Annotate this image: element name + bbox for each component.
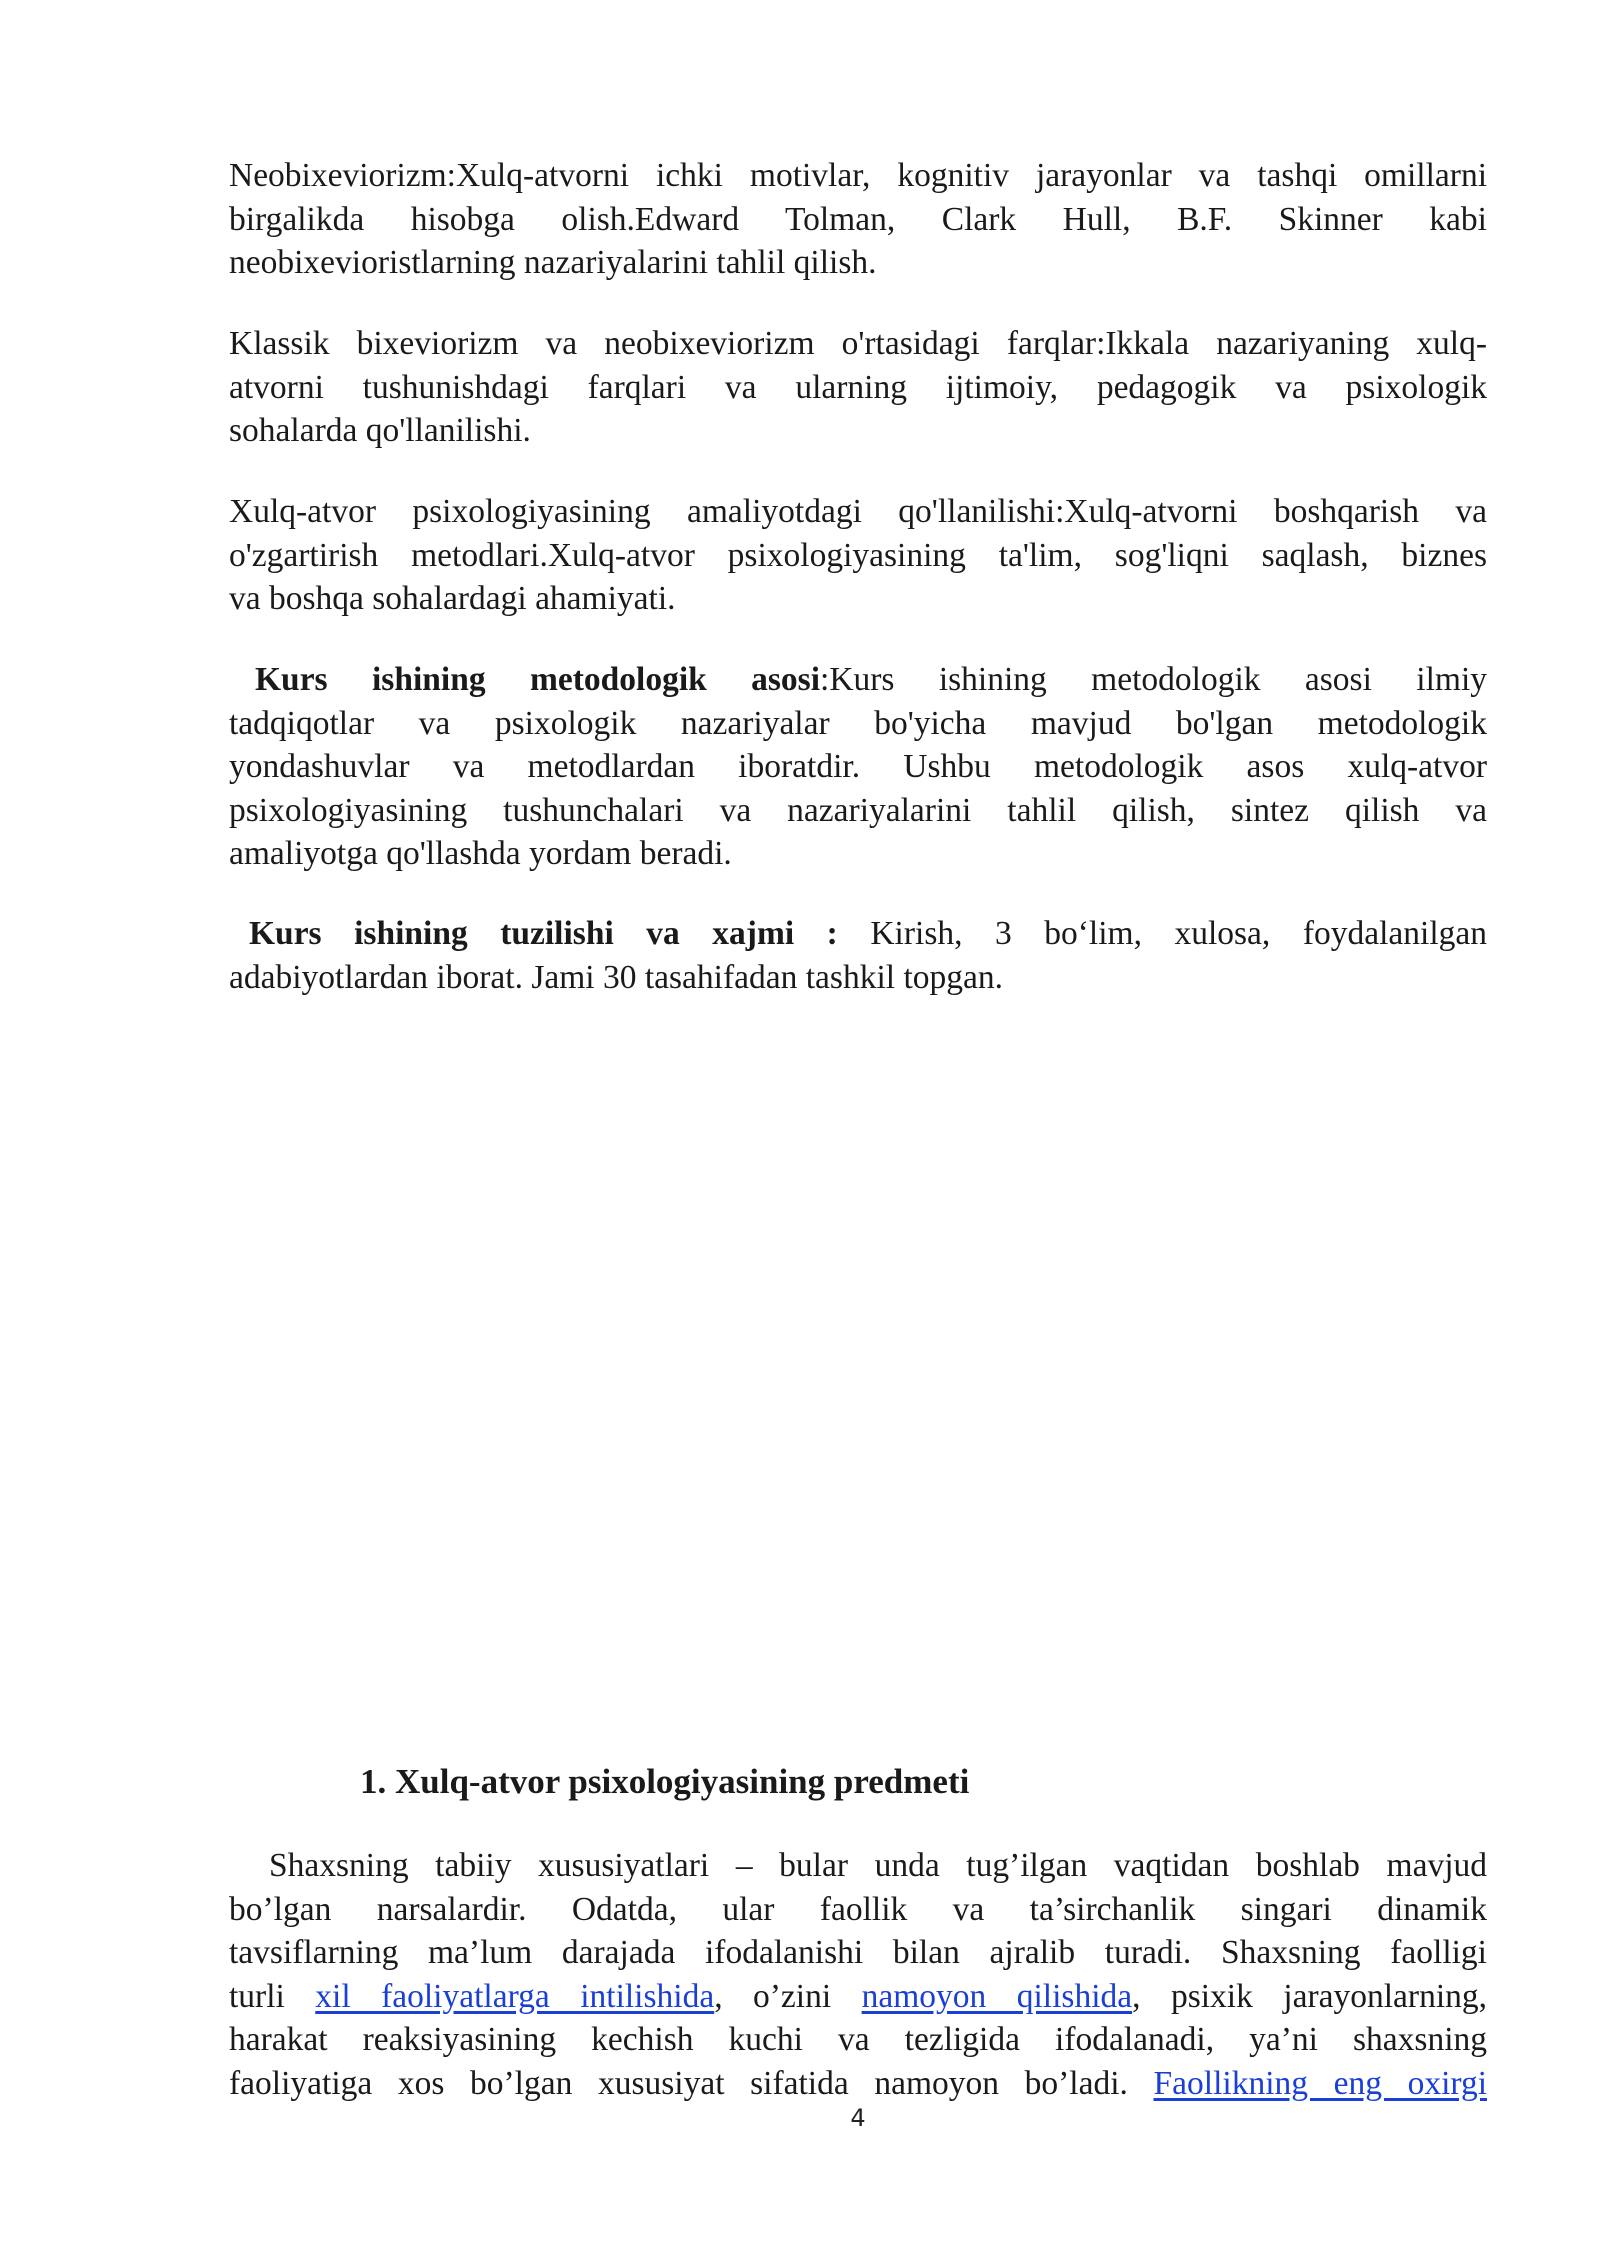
text-line: Klassik bixeviorizm va neobixeviorizm o'rtasidagi farqlar:Ikkala nazariyaning xulq- <box>229 325 1487 362</box>
paragraph-practical-application <box>229 490 1487 621</box>
paragraph-methodological-basis <box>229 658 1487 876</box>
link-activities[interactable]: xil faoliyatlarga intilishida <box>315 1977 715 2015</box>
text-line: Neobixeviorizm:Xulq-atvorni ichki motivlar, kognitiv jarayonlar va tashqi omillarni <box>229 157 1487 194</box>
text-line: sohalarda qo'llanilishi. <box>229 412 531 449</box>
text-run: , psixik jarayonlarning, <box>1132 1977 1488 2015</box>
text-line: Xulq-atvor psixologiyasining amaliyotdagi qo'llanilishi:Xulq-atvorni boshqarish va <box>229 493 1487 530</box>
text-line: va boshqa sohalardagi ahamiyati. <box>229 580 676 617</box>
text-line: psixologiyasining tushunchalari va nazariyalarini tahlil qilish, sintez qilish va <box>229 791 1487 829</box>
text-line: tavsiflarning ma’lum darajada ifodalanishi bilan ajralib turadi. Shaxsning faolligi <box>229 1934 1487 1971</box>
paragraph-neobixeviorizm <box>229 154 1487 285</box>
text-line: birgalikda hisobga olish.Edward Tolman, Clark Hull, B.F. Skinner kabi <box>229 200 1487 238</box>
text-line <box>229 2062 1487 2106</box>
link-self-expression[interactable]: namoyon qilishida <box>861 1977 1133 2015</box>
text-line <box>229 912 1487 956</box>
text-run: turli <box>229 1977 316 2015</box>
section-title: Xulq-atvor psixologiyasining predmeti <box>395 1762 970 1801</box>
text-run: faoliyatiga xos bo’lgan xususiyat sifatida namoyon bo’ladi. <box>229 2064 1154 2102</box>
lead-rest: Kirish, 3 bo‘lim, xulosa, foydalanilgan <box>837 915 1487 952</box>
text-line: neobixevioristlarning nazariyalarini tahlil qilish. <box>229 244 877 281</box>
page-number: 4 <box>850 2104 866 2132</box>
text-line: tadqiqotlar va psixologik nazariyalar bo'yicha mavjud bo'lgan metodologik <box>229 704 1487 742</box>
section-number: 1. <box>360 1762 387 1801</box>
text-run: , o’zini <box>714 1977 862 2015</box>
paragraph-natural-traits <box>229 1844 1487 2105</box>
text-line: harakat reaksiyasining kechish kuchi va tezligida ifodalanadi, ya’ni shaxsning <box>229 2021 1487 2058</box>
link-activity-final[interactable]: Faollikning eng oxirgi <box>1153 2064 1488 2102</box>
text-line: adabiyotlardan iborat. Jami 30 tasahifadan tashkil topgan. <box>229 958 1004 996</box>
paragraph-structure-volume <box>229 912 1487 999</box>
text-line: o'zgartirish metodlari.Xulq-atvor psixologiyasining ta'lim, sog'liqni saqlash, biznes <box>229 536 1487 574</box>
text-line: Shaxsning tabiiy xususiyatlari – bular unda tug’ilgan vaqtidan boshlab mavjud <box>269 1847 1487 1884</box>
text-line <box>229 658 1487 702</box>
lead-rest: :Kurs ishining metodologik asosi ilmiy <box>820 661 1487 698</box>
section-heading <box>360 1760 969 1804</box>
text-line: bo’lgan narsalardir. Odatda, ular faollik va ta’sirchanlik singari dinamik <box>229 1890 1487 1928</box>
text-line: yondashuvlar va metodlardan iboratdir. Ushbu metodologik asos xulq-atvor <box>229 748 1487 785</box>
text-line <box>229 1975 1487 2019</box>
bold-lead: Kurs ishining tuzilishi va xajmi : <box>249 915 838 952</box>
paragraph-classic-vs-neo <box>229 322 1487 453</box>
text-line: amaliyotga qo'llashda yordam beradi. <box>229 835 732 872</box>
text-line: atvorni tushunishdagi farqlari va ularning ijtimoiy, pedagogik va psixologik <box>229 368 1487 406</box>
bold-lead: Kurs ishining metodologik asosi <box>255 661 821 698</box>
